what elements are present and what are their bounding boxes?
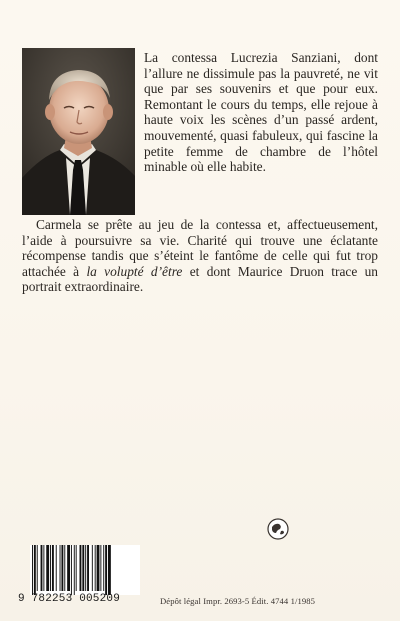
barcode-bar bbox=[87, 545, 89, 591]
barcode-bar bbox=[92, 545, 93, 591]
barcode-bar bbox=[61, 545, 63, 591]
barcode-bar bbox=[37, 545, 38, 591]
barcode-bar bbox=[46, 545, 49, 591]
author-portrait bbox=[22, 48, 135, 215]
barcode-bar bbox=[82, 545, 84, 591]
barcode-bar bbox=[74, 545, 75, 595]
author-portrait-image bbox=[22, 48, 135, 215]
barcode-bar bbox=[105, 545, 107, 595]
barcode-bar bbox=[50, 545, 51, 591]
barcode-bar bbox=[103, 545, 104, 591]
description-text-2-end: et dont Maurice Druon trace un portrait extraordinaire. bbox=[22, 263, 378, 295]
barcode-bar bbox=[32, 545, 33, 595]
legal-deposit-line: Dépôt légal Impr. 2693-5 Édit. 4744 1/1985 bbox=[160, 596, 316, 606]
barcode-bar bbox=[76, 545, 77, 591]
barcode-bar bbox=[67, 545, 70, 591]
barcode-bar bbox=[64, 545, 65, 591]
description-text-2 bbox=[22, 217, 378, 295]
barcode-bar bbox=[80, 545, 82, 591]
barcode-bar bbox=[71, 545, 72, 595]
description-paragraph-2 bbox=[22, 217, 378, 295]
description-text-2-start: Carmela se prête au jeu de la contessa et, affectueusement, l’aide à poursuivre sa vie. Charité qui trouve une éclatante récompense tandis que s’éteint le fantôme de celle qui fut trop attachée à bbox=[22, 217, 378, 279]
barcode-bar bbox=[100, 545, 101, 591]
barcode-bar bbox=[56, 545, 57, 591]
book-title-italic: la volupté d’être bbox=[86, 263, 183, 279]
barcode-bar bbox=[85, 545, 86, 591]
barcode-number: 9 782253 005209 bbox=[18, 593, 121, 605]
isbn-barcode bbox=[30, 545, 140, 595]
barcode-bars bbox=[32, 545, 111, 595]
barcode-bar bbox=[97, 545, 100, 591]
barcode-bar bbox=[34, 545, 36, 595]
barcode-bar bbox=[95, 545, 96, 591]
barcode-bar bbox=[60, 545, 61, 591]
publisher-globe-logo-icon bbox=[267, 518, 289, 540]
barcode-bar bbox=[41, 545, 43, 591]
barcode-bar bbox=[108, 545, 111, 595]
description-text-1: La contessa Lucrezia Sanziani, dont l’allure ne dissimule pas la pauvreté, ne vit que par ses souvenirs et que pour eux. Remontant le cours du temps, elle rejoue à haute voix les scènes d’un passé ardent, mouvementé, quasi fabuleux, qui fascine la petite femme de chambre de l’hôtel minable où elle habite. bbox=[144, 50, 378, 175]
barcode-bar bbox=[43, 545, 44, 591]
barcode-bar bbox=[52, 545, 54, 591]
description-paragraph-1 bbox=[144, 50, 378, 175]
